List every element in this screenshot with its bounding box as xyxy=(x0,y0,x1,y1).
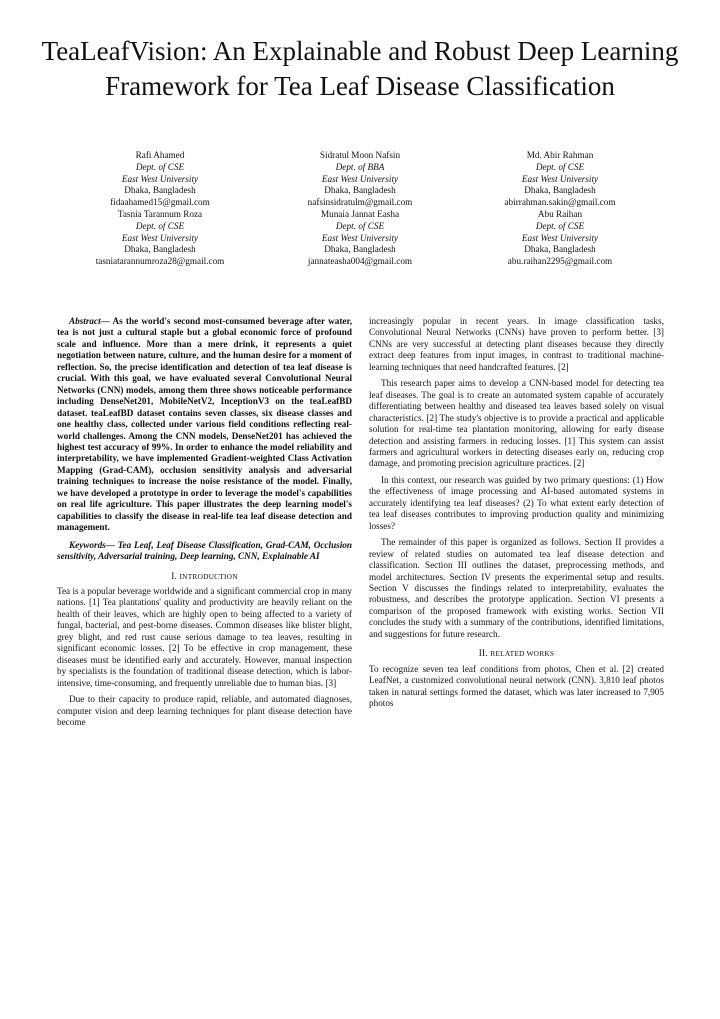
author-name: Md. Abir Rahman xyxy=(526,150,594,160)
abstract-text: As the world's second most-consumed beverage after water, tea is not just a cultural staple but a global economic force of profound scale and influence. More than a mere drink, it represents a quiet negotiation between nature, culture, and the human desire for a moment of reflection. So, the precise identification and detection of tea leaf disease is crucial. With this goal, we have evaluated several Convolutional Neural Networks (CNN) models, among them three shows noticeable performance including DenseNet201, MobileNetV2, InceptionV3 on the teaLeafBD dataset. teaLeafBD dataset contains seven classes, six disease classes and one healthy class, collected under various field conditions reflecting real-world challenges. Among the CNN models, DenseNet201 has achieved the highest test accuracy of 99%. In order to enhance the model reliability and interpretability, we have implemented Gradient-weighted Class Activation Mapping (Grad-CAM), occlusion sensitivity analysis and adversarial training techniques to increase the noise resistance of the model. Finally, we have developed a prototype in order to leverage the model's capabilities on real life agriculture. This paper illustrates the deep learning model's capabilities to classify the disease in real-life tea leaf disease detection and management. xyxy=(57,316,352,533)
author-city: Dhaka, Bangladesh xyxy=(324,185,396,196)
author-email: fidaahamed15@gmail.com xyxy=(110,197,210,208)
author-row xyxy=(60,209,660,268)
author-university: East West University xyxy=(521,173,599,184)
author-university: East West University xyxy=(321,232,399,243)
author-city: Dhaka, Bangladesh xyxy=(324,244,396,255)
abstract-label: Abstract— xyxy=(69,316,110,326)
author-university: East West University xyxy=(121,232,199,243)
author-name: Abu Raihan xyxy=(537,208,583,219)
author-name: Tasnia Tarannum Roza xyxy=(117,208,203,219)
author-name: Sidratul Moon Nafsin xyxy=(319,150,401,160)
author-email: abu.raihan2295@gmail.com xyxy=(507,256,613,267)
author-dept: Dept. of CSE xyxy=(335,220,385,231)
left-column xyxy=(57,316,352,728)
author-name: Munaia Jannat Easha xyxy=(320,208,400,219)
author-university: East West University xyxy=(321,173,399,184)
keywords-label: Keywords— xyxy=(69,539,115,550)
paper-title: TeaLeafVision: An Explainable and Robust Deep Learning Framework for Tea Leaf Disease Classification xyxy=(41,36,679,101)
author-dept: Dept. of CSE xyxy=(535,220,585,231)
paragraph: Due to their capacity to produce rapid, reliable, and automated diagnoses, computer vision and deep learning techniques for plant disease detection have become xyxy=(57,694,352,727)
author-university: East West University xyxy=(121,173,199,184)
paragraph: Tea is a popular beverage worldwide and a significant commercial crop in many nations. [1] Tea plantations' quality and productivity are heavily reliant on the health of their leaves, which are highly open to being affected to a variety of fungal, bacterial, and pest-borne diseases. Common diseases like blister blight, grey blight, and red rust cause serious damage to tea leaves, resulting in significant economic losses. [2] To be effective in crop management, these diseases must be identified early and accurately. However, manual inspection by specialists is the foundation of traditional disease detection, which is labor-intensive, time-consuming, and frequently unreliable due to human bias. [3] xyxy=(57,585,352,688)
author-city: Dhaka, Bangladesh xyxy=(524,244,596,255)
author-email: tasniatarannumroza28@gmail.com xyxy=(95,256,225,267)
paragraph: In this context, our research was guided by two primary questions: (1) How the effectiveness of image processing and AI-based automated systems in accurately identifying tea leaf diseases? (2) To what extent early detection of tea leaf diseases contributes to improving production quality and minimizing losses? xyxy=(369,474,664,531)
author-card xyxy=(460,209,660,268)
paragraph: This research paper aims to develop a CNN-based model for detecting tea leaf diseases. The goal is to create an automated system capable of accurately differentiating between healthy and diseased tea leaves based solely on visual characteristics. [2] The study's objective is to provide a practical and applicable solution for real-time tea plantation monitoring, allowing for early disease detection and assisting farmers in reducing losses. [1] This system can assist farmers and agricultural workers in detecting diseases early on, reducing crop damage, and promoting precision agriculture practices. [2] xyxy=(369,378,664,469)
author-city: Dhaka, Bangladesh xyxy=(124,185,196,196)
section-heading-related-works: II. RELATED WORKS xyxy=(478,648,555,659)
paragraph: The remainder of this paper is organized as follows. Section II provides a review of related studies on automated tea leaf disease detection and classification. Section III outlines the dataset, preprocessing methods, and model architectures. Section IV presents the experimental setup and results. Section V discusses the findings related to interpretability, evaluates the robustness, and describes the prototype application. Section VI presents a comparison of the proposed framework with existing works. Section VII concludes the study with a summary of the contributions, identified limitations, and suggestions for future research. xyxy=(369,537,664,639)
author-dept: Dept. of CSE xyxy=(535,161,585,172)
author-card xyxy=(260,150,460,209)
author-email: abirrahman.sakin@gmail.com xyxy=(504,197,616,208)
author-row xyxy=(60,150,660,209)
paragraph: To recognize seven tea leaf conditions from photos, Chen et al. [2] created LeafNet, a customized convolutional neural network (CNN). 3,810 leaf photos taken in natural settings formed the dataset, which was later increased to 7,905 photos xyxy=(369,663,664,709)
author-university: East West University xyxy=(521,232,599,243)
author-dept: Dept. of CSE xyxy=(135,161,185,172)
author-email: jannateasha004@gmail.com xyxy=(307,256,413,267)
author-city: Dhaka, Bangladesh xyxy=(124,244,196,255)
keywords-text: Tea Leaf, Leaf Disease Classification, Grad-CAM, Occlusion sensitivity, Adversarial training, Deep learning, CNN, Explainable AI xyxy=(57,539,353,562)
author-card xyxy=(60,150,260,209)
section-heading-introduction: I. INTRODUCTION xyxy=(171,570,238,581)
author-card xyxy=(260,209,460,268)
abstract xyxy=(57,316,352,534)
author-city: Dhaka, Bangladesh xyxy=(524,185,596,196)
right-column xyxy=(369,316,664,710)
keywords xyxy=(57,540,352,563)
paragraph-continuation: increasingly popular in recent years. In image classification tasks, Convolutional Neural Networks (CNNs) have proven to perform better. [3] CNNs are very successful at detecting plant diseases because they directly extract deep features from input images, in contrast to traditional machine-learning techniques that need handcrafted features. [2] xyxy=(369,316,664,372)
author-name: Rafi Ahamed xyxy=(135,150,185,160)
author-email: nafsinsidratulm@gmail.com xyxy=(307,197,413,208)
author-card xyxy=(60,209,260,268)
author-dept: Dept. of CSE xyxy=(135,220,185,231)
author-dept: Dept. of BBA xyxy=(335,161,385,172)
author-block xyxy=(60,150,660,268)
author-card xyxy=(460,150,660,209)
